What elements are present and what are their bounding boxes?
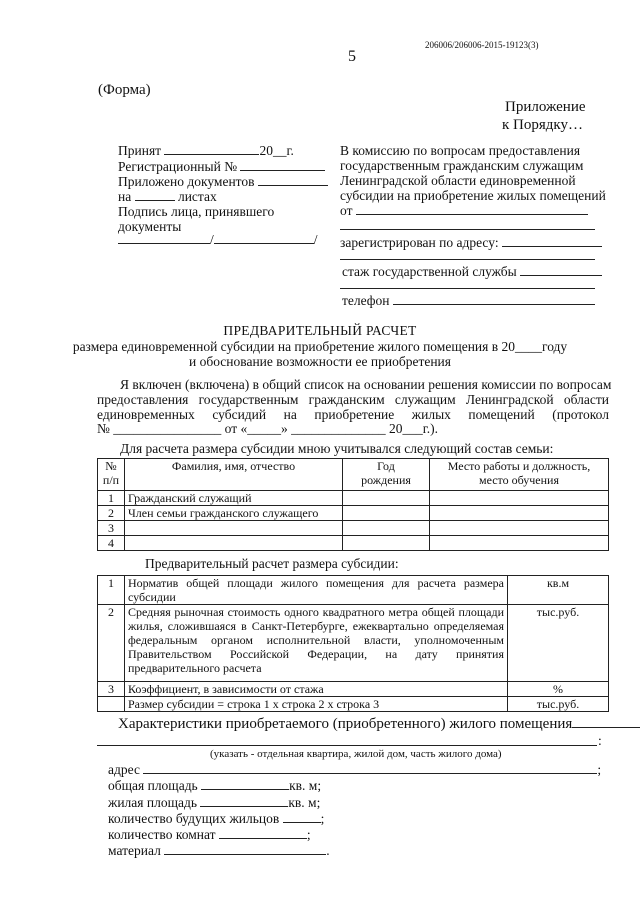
phone-label: телефон [342,293,390,308]
living-area-unit: кв. м; [288,795,321,810]
p1-word: на [283,407,297,422]
sheets-label: листах [177,189,217,204]
service-line [342,264,602,280]
addressee-line-3: Ленинградской области единовременной [340,173,576,188]
signature-name-field[interactable] [214,232,314,244]
table-row [98,491,609,506]
registration-number-field[interactable] [240,159,325,171]
accepted-label: Принят [118,143,162,158]
table-row [98,697,609,712]
calc-row-unit: кв.м [508,576,609,605]
residents-line [108,811,324,827]
sheets-prefix: на [118,189,132,204]
document-code: 206006/206006-2015-19123(3) [425,40,539,50]
total-area-unit: кв. м; [289,778,322,793]
row-birth-year-cell[interactable] [343,536,430,551]
signature-slash-2: / [313,232,318,247]
calc-row-num: 2 [98,605,125,682]
accepted-year: 20__г. [259,143,294,158]
row-birth-year-cell[interactable] [343,506,430,521]
characteristics-title: Характеристики приобретаемого (приобретенного) жилого помещения [118,716,573,732]
living-area-field[interactable] [200,795,288,807]
paragraph-1-line-2-text: предоставления государственным гражданским служащим Ленинградской области [97,392,609,407]
p1-word: (протокол [552,407,609,422]
row-name: Член семьи гражданского служащего [125,506,343,521]
signature-label-2: документы [118,219,182,234]
signature-field[interactable] [118,232,210,244]
characteristics-end-colon: : [598,733,602,748]
addressee-line-1: В комиссию по вопросам предоставления [340,143,581,158]
address-field[interactable] [143,762,597,774]
address-label: адрес [108,762,140,777]
registration-line [118,159,325,175]
registered-label: зарегистрирован по адресу: [340,235,499,250]
material-label: материал [108,843,161,858]
calc-row-unit: тыс.руб. [508,697,609,712]
paragraph-1-line-2 [97,392,609,408]
characteristics-hint: (указать - отдельная квартира, жилой дом, часть жилого дома) [210,748,502,760]
from-label: от [340,203,353,218]
from-line [340,203,588,219]
p1-word: приобретение [314,407,395,422]
accepted-line [118,143,294,159]
characteristics-field[interactable] [572,716,640,728]
sheets-count-field[interactable] [135,189,175,201]
paragraph-1-line-1: Я включен (включена) в общий список на основании решения комиссии по вопросам [120,377,612,392]
rooms-field[interactable] [219,827,307,839]
calc-row-text: Коэффициент, в зависимости от стажа [125,682,508,697]
row-birth-year-cell[interactable] [343,491,430,506]
row-name: Гражданский служащий [125,491,343,506]
row-name-cell[interactable] [125,536,343,551]
rooms-end: ; [306,827,311,842]
characteristics-line [118,716,640,733]
from-field[interactable] [356,203,588,215]
calculation-table [97,575,609,712]
row-num: 4 [98,536,125,551]
living-area-line [108,795,320,811]
calc-row-unit: тыс.руб. [508,605,609,682]
phone-line [342,293,595,309]
attached-docs-label: Приложено документов [118,174,255,189]
row-workplace-cell[interactable] [430,521,609,536]
rooms-label: количество комнат [108,827,216,842]
phone-field[interactable] [393,293,595,305]
material-end: . [326,843,330,858]
table-row [98,536,609,551]
document-subtitle-2: и обоснование возможности ее приобретения [188,354,451,369]
table-row [98,682,609,697]
attached-docs-field[interactable] [258,174,328,186]
address-line [108,762,601,778]
signature-line [118,232,318,248]
service-label: стаж государственной службы [342,264,517,279]
residents-label: количество будущих жильцов [108,811,280,826]
appendix-label: Приложение [505,99,586,115]
sheets-line [118,189,217,205]
service-field[interactable] [520,264,602,276]
table-row [98,521,609,536]
row-num: 2 [98,506,125,521]
address-end: ; [597,762,602,777]
header-workplace: Место работы и должность, место обучения [430,459,609,491]
row-birth-year-cell[interactable] [343,521,430,536]
table-row [98,605,609,682]
total-area-line [108,778,321,794]
calc-row-text: Норматив общей площади жилого помещения для расчета размера субсидии [125,576,508,605]
family-table-header [98,459,609,491]
characteristics-continuation[interactable] [97,745,597,746]
material-field[interactable] [164,843,326,855]
row-workplace-cell[interactable] [430,491,609,506]
p1-word: субсидий [212,407,267,422]
protocol-line[interactable]: № ________________ от «_____» ______________ 20___г.). [97,421,438,436]
calc-row-unit: % [508,682,609,697]
residents-end: ; [320,811,325,826]
document-title: ПРЕДВАРИТЕЛЬНЫЙ РАСЧЕТ [223,323,417,338]
row-workplace-cell[interactable] [430,536,609,551]
row-num: 3 [98,521,125,536]
row-num: 1 [98,491,125,506]
p1-word: единовременных [97,407,195,422]
calc-row-num: 3 [98,682,125,697]
registered-address-continuation[interactable] [340,259,595,260]
appendix-reference: к Порядку… [502,117,583,133]
calc-row-num [98,697,125,712]
rooms-line [108,827,311,843]
row-name-cell[interactable] [125,521,343,536]
calc-intro: Предварительный расчет размера субсидии: [145,556,399,571]
p1-word: помещений [468,407,535,422]
calc-row-text: Размер субсидии = строка 1 х строка 2 х строка 3 [125,697,508,712]
total-area-field[interactable] [201,778,289,790]
calc-row-num: 1 [98,576,125,605]
header-num: № п/п [98,459,125,491]
residents-field[interactable] [283,811,321,823]
registered-address-field[interactable] [502,235,602,247]
document-subtitle-1: размера единовременной субсидии на приобретение жилого помещения в 20____году [72,339,568,354]
addressee-line-2: государственным гражданским служащим [340,158,584,173]
total-area-label: общая площадь [108,778,198,793]
signature-slash-1: / [210,232,214,247]
p1-word: жилых [411,407,451,422]
registered-line [340,235,602,251]
page-number: 5 [348,48,356,65]
row-workplace-cell[interactable] [430,506,609,521]
addressee-line-4: субсидии на приобретение жилых помещений [340,188,606,203]
header-birth-year: Год рождения [343,459,430,491]
material-line [108,843,330,859]
living-area-label: жилая площадь [108,795,197,810]
registration-label: Регистрационный № [118,159,238,174]
calc-row-text: Средняя рыночная стоимость одного квадратного метра общей площади жилья, сложившаяся в Санкт-Петербурге, ежеквартально определяемая федеральным органом исполнительной власти, уполномоченным Правительством Российской Федерации, на дату принятия предварительного расчета [125,605,508,682]
from-field-continuation[interactable] [340,229,595,230]
accepted-date-field[interactable] [164,143,259,155]
service-continuation[interactable] [340,288,595,289]
attached-docs-line [118,174,328,190]
header-name: Фамилия, имя, отчество [125,459,343,491]
table-row [98,506,609,521]
table-row [98,576,609,605]
family-intro: Для расчета размера субсидии мною учитывался следующий состав семьи: [120,441,554,456]
family-table [97,458,609,551]
signature-label-1: Подпись лица, принявшего [118,204,275,219]
form-label: (Форма) [98,82,151,98]
